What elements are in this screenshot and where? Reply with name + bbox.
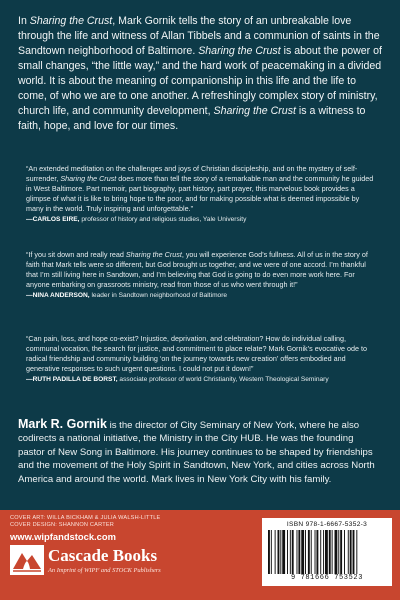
endorsement-text-part: does more than tell the story of a remarkable man and the community he guided in West Baltimore. Part memoir, part biography, part history, part prayer, this marvelous book provides a glimpse of what it is like to bring hope to the poor, and for making possible what is deemed impossible by many in the world. Truly inspiring and unforgettable.” [26, 174, 374, 214]
description-text: is a witness to faith, hope, and love for our times. [18, 105, 366, 132]
endorsement-text [26, 250, 376, 290]
publisher-url[interactable]: www.wipfandstock.com [10, 531, 116, 542]
description-text: is about the power of small changes, “the little way,” and the hard work of peacemaking in a divided world. It is about the meaning of companionship in this life and the life to come, of who we are to one another. A refreshingly complex story of ministry, church life, and community development, [18, 45, 382, 117]
endorsement-attribution [26, 215, 376, 225]
cover-credits [10, 515, 230, 529]
endorsement-text-part: “Can pain, loss, and hope co-exist? Injustice, deprivation, and celebration? How do individual calling, communal vocation, the search for justice, and commitment to place relate? Mark Gornik’s evocative ode to radical friendship and community building ‘on the journey towards new creation’ offers embodied and generative responses to such urgent questions. I could not put it down!” [26, 334, 368, 374]
endorsement-padilla-de-borst [26, 334, 376, 385]
barcode-panel [262, 518, 392, 586]
barcode-icon [266, 530, 388, 574]
cover-design-credit: COVER DESIGN: SHANNON CARTER [10, 522, 115, 528]
endorsement-text-part: , you will experience God’s fullness. All of us in the story of faith that Mark tells were so different, but God brought us together, and we were of one accord. I’m thankful that I’m still living here in Sandtown, and I’m believing that God is going to do even more work here. For anyone embarking on grassroots ministry, read from those of us who went through it!” [26, 250, 368, 290]
book-title-italic: Sharing the Crust [213, 105, 296, 117]
endorsement-text-part: “An extended meditation on the challenges and joys of Christian discipleship, and on the mystery of self-surrender, [26, 164, 358, 184]
author-name: Mark R. Gornik [18, 417, 107, 431]
cover-art-credit: COVER ART: WILLA BICKHAM & JULIA WALSH-LITTLE [10, 515, 161, 521]
endorsement-attribution [26, 291, 376, 301]
bio-paragraph [18, 418, 382, 486]
book-title-italic: Sharing the Crust [29, 15, 113, 27]
endorser-name: —NINA ANDERSON, [26, 292, 90, 300]
endorsement-anderson [26, 250, 376, 301]
bio-text: is the director of City Seminary of New York, where he also codirects a national initiative, the Ministry in the City HUB. He was the founding pastor of New Song in Baltimore. His journey continues to be shaped by friendships and the movement of the Holy Spirit in Sandtown, New York, and cities across North America and around the world. Mark lives in New York City with his family. [18, 420, 375, 485]
endorser-name: —RUTH PADILLA DE BORST, [26, 376, 118, 384]
description-text: In [18, 15, 30, 27]
barcode-digits: 9 781666 753523 [290, 574, 363, 582]
book-title-italic: Sharing the Crust [198, 45, 281, 57]
isbn-label: ISBN 978-1-6667-5352-3 [286, 521, 368, 528]
endorsement-attribution [26, 375, 376, 385]
endorser-role: associate professor of world Christianity, Western Theological Seminary [117, 376, 329, 384]
endorsement-text [26, 334, 376, 374]
endorsement-text-part: “If you sit down and really read [26, 250, 126, 259]
endorser-role: leader in Sandtown neighborhood of Baltimore [89, 292, 228, 300]
endorser-name: —CARLOS EIRE, [26, 216, 80, 224]
book-description [18, 14, 382, 134]
endorsement-eire [26, 164, 376, 226]
book-title-italic: Sharing the Crust [125, 250, 182, 259]
author-bio [18, 418, 382, 486]
endorsement-text [26, 164, 376, 214]
publisher-logo [10, 545, 210, 585]
cascade-waterfall-icon [10, 545, 44, 575]
endorser-role: professor of history and religious studies, Yale University [79, 216, 247, 224]
description-text: , Mark Gornik tells the story of an unbreakable love through the life and witness of Allan Tibbels and a communion of saints in the Sandtown neighborhood of Baltimore. [18, 15, 380, 57]
publisher-name: Cascade Books [48, 546, 158, 565]
publisher-imprint: An Imprint of WIPF and STOCK Publishers [48, 567, 161, 574]
description-paragraph [18, 14, 382, 134]
book-title-italic: Sharing the Crust [60, 174, 117, 184]
